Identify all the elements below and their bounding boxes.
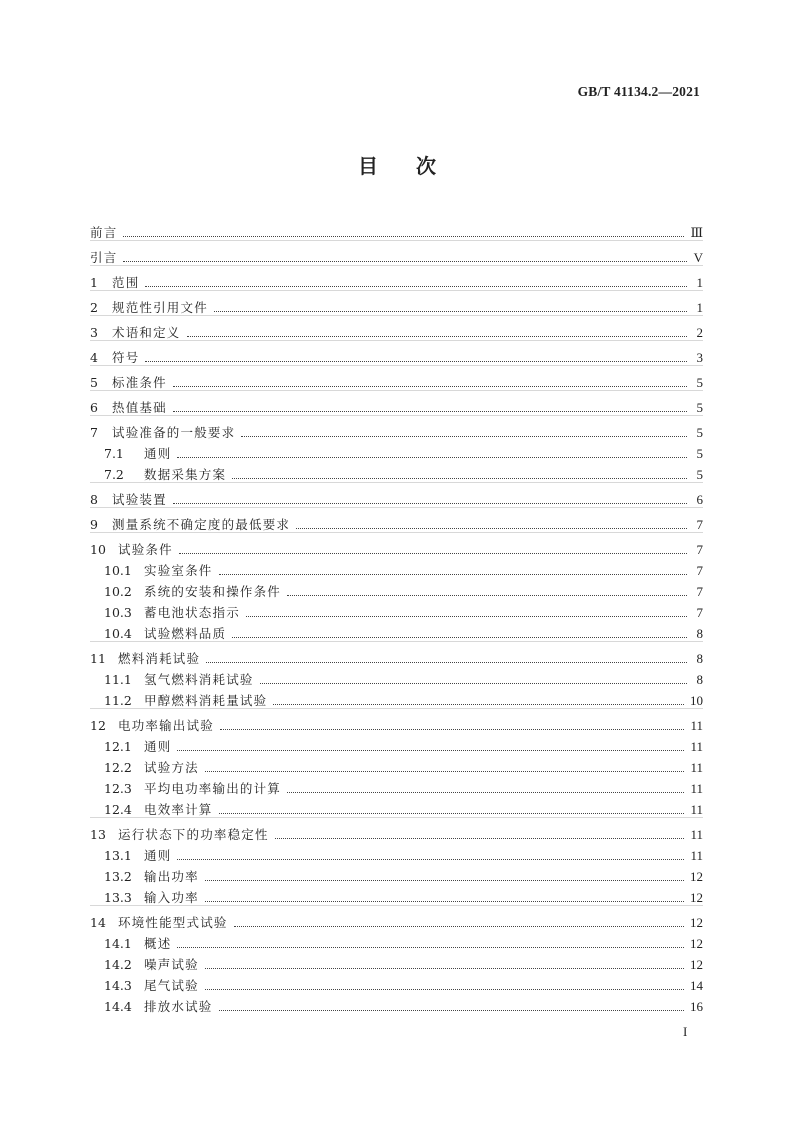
toc-entry-page: 11 [690,827,703,842]
toc-dot-leader [206,661,687,663]
toc-entry-label: 电功率输出试验 [118,718,214,733]
toc-entry-number: 7.2 [104,467,124,482]
toc-dot-leader [177,456,687,458]
table-of-contents [90,216,703,1014]
toc-entry-label: 环境性能型式试验 [118,915,228,930]
toc-entry[interactable] [90,930,703,951]
toc-entry-number: 14.4 [104,999,132,1014]
toc-entry-label: 术语和定义 [112,325,181,340]
toc-entry-number: 10 [90,542,106,557]
toc-entry-number: 13.2 [104,869,132,884]
toc-entry-page: 6 [696,492,703,507]
toc-dot-leader [205,967,684,969]
toc-entry-label: 热值基础 [112,400,167,415]
toc-entry-page: 7 [696,542,703,557]
toc-entry-number: 8 [90,492,98,507]
toc-entry-page: 7 [696,563,703,578]
toc-entry[interactable] [90,533,703,557]
toc-entry-page: 8 [696,626,703,641]
toc-entry-page: 12 [690,936,703,951]
toc-entry-page: 10 [690,693,703,708]
toc-entry-page: 5 [696,425,703,440]
toc-entry[interactable] [90,818,703,842]
toc-entry-label: 试验装置 [112,492,167,507]
toc-dot-leader [296,527,687,529]
toc-entry-number: 12.3 [104,781,132,796]
toc-entry-label: 通则 [144,739,172,754]
toc-entry-page: 5 [696,375,703,390]
toc-entry-number: 2 [90,300,98,315]
toc-entry-page: 1 [696,275,703,290]
toc-dot-leader [214,310,687,312]
toc-entry-number: 3 [90,325,98,340]
toc-entry-label: 平均电功率输出的计算 [144,781,282,796]
toc-dot-leader [275,837,685,839]
page-title [0,150,794,179]
toc-entry[interactable] [90,578,703,599]
toc-entry-number: 13.3 [104,890,132,905]
toc-entry-number: 10.1 [104,563,132,578]
toc-entry-number: 6 [90,400,98,415]
toc-dot-leader [287,594,687,596]
toc-entry-number: 7.1 [104,446,124,461]
toc-entry[interactable] [90,291,703,315]
toc-entry-page: 5 [696,400,703,415]
toc-dot-leader [260,682,687,684]
toc-entry-label: 电效率计算 [144,802,213,817]
toc-entry-label: 输入功率 [144,890,199,905]
toc-entry[interactable] [90,709,703,733]
toc-dot-leader [287,791,684,793]
toc-entry-label: 引言 [90,250,118,265]
toc-dot-leader [232,636,687,638]
toc-dot-leader [177,946,684,948]
toc-entry-number: 14 [90,915,106,930]
toc-entry-number: 11.1 [104,672,132,687]
toc-dot-leader [205,988,684,990]
toc-entry[interactable] [90,754,703,775]
toc-dot-leader [205,770,685,772]
toc-entry[interactable] [90,216,703,240]
toc-entry-page: 14 [690,978,703,993]
toc-entry[interactable] [90,241,703,265]
toc-entry-label: 前言 [90,225,118,240]
toc-entry-number: 1 [90,275,98,290]
toc-dot-leader [173,502,687,504]
toc-entry-page: 11 [690,848,703,863]
title-part-1: 目 [358,154,378,178]
toc-dot-leader [219,812,685,814]
toc-entry[interactable] [90,508,703,532]
toc-entry-label: 概述 [144,936,172,951]
toc-entry-number: 10.2 [104,584,132,599]
toc-entry[interactable] [90,733,703,754]
toc-entry-label: 甲醇燃料消耗量试验 [144,693,268,708]
toc-entry-number: 14.2 [104,957,132,972]
toc-dot-leader [145,360,687,362]
toc-dot-leader [123,235,684,237]
toc-entry[interactable] [90,906,703,930]
toc-dot-leader [273,703,684,705]
toc-entry[interactable] [90,666,703,687]
toc-entry[interactable] [90,416,703,440]
toc-dot-leader [187,335,687,337]
toc-entry-label: 实验室条件 [144,563,213,578]
toc-entry[interactable] [90,951,703,972]
toc-entry-page: V [693,250,703,265]
toc-entry-page: Ⅲ [690,225,703,240]
toc-entry-page: 12 [690,869,703,884]
toc-entry-label: 规范性引用文件 [112,300,208,315]
toc-entry-number: 11.2 [104,693,132,708]
toc-dot-leader [173,410,687,412]
toc-entry[interactable] [90,863,703,884]
toc-dot-leader [205,900,684,902]
toc-entry-page: 7 [696,584,703,599]
toc-entry-label: 数据采集方案 [144,467,227,482]
toc-dot-leader [123,260,687,262]
toc-entry-number: 11 [90,651,106,666]
toc-entry-number: 12.2 [104,760,132,775]
toc-entry-page: 16 [690,999,703,1014]
toc-entry-page: 5 [696,446,703,461]
toc-entry-label: 符号 [112,350,140,365]
toc-dot-leader [219,573,687,575]
toc-entry-label: 输出功率 [144,869,199,884]
standard-code: GB/T 41134.2—2021 [577,84,700,99]
toc-entry-label: 试验条件 [118,542,173,557]
toc-entry[interactable] [90,972,703,993]
toc-entry[interactable] [90,599,703,620]
toc-entry-page: 7 [696,605,703,620]
toc-entry[interactable] [90,993,703,1014]
toc-entry[interactable] [90,461,703,482]
toc-entry-page: 11 [690,802,703,817]
toc-entry-page: 1 [696,300,703,315]
toc-entry-label: 标准条件 [112,375,167,390]
toc-entry-label: 氢气燃料消耗试验 [144,672,254,687]
toc-entry[interactable] [90,642,703,666]
toc-entry-number: 14.1 [104,936,132,951]
toc-entry-number: 10.3 [104,605,132,620]
toc-dot-leader [219,1009,684,1011]
toc-entry[interactable] [90,266,703,290]
toc-entry-number: 9 [90,517,98,532]
toc-entry-label: 通则 [144,848,172,863]
toc-entry[interactable] [90,796,703,817]
toc-dot-leader [220,728,685,730]
toc-entry[interactable] [90,620,703,641]
toc-entry[interactable] [90,483,703,507]
toc-entry-page: 11 [690,760,703,775]
toc-entry[interactable] [90,842,703,863]
toc-entry[interactable] [90,557,703,578]
toc-entry-label: 尾气试验 [144,978,199,993]
toc-entry-page: 3 [696,350,703,365]
toc-entry-page: 7 [696,517,703,532]
toc-entry[interactable] [90,366,703,390]
toc-entry-number: 13.1 [104,848,132,863]
toc-entry[interactable] [90,687,703,708]
toc-entry-label: 蓄电池状态指示 [144,605,240,620]
toc-entry-number: 4 [90,350,98,365]
toc-entry[interactable] [90,440,703,461]
toc-entry-label: 范围 [112,275,140,290]
toc-dot-leader [145,285,687,287]
toc-entry-label: 运行状态下的功率稳定性 [118,827,269,842]
toc-entry-page: 11 [690,781,703,796]
toc-entry-page: 8 [696,651,703,666]
toc-dot-leader [241,435,687,437]
toc-entry-label: 通则 [144,446,172,461]
toc-entry-page: 5 [696,467,703,482]
toc-entry-page: 11 [690,718,703,733]
toc-entry-number: 12 [90,718,106,733]
toc-entry-number: 7 [90,425,98,440]
toc-dot-leader [179,552,687,554]
page-number: I [683,1024,688,1039]
toc-entry[interactable] [90,391,703,415]
toc-entry-number: 5 [90,375,98,390]
toc-entry-label: 试验燃料品质 [144,626,227,641]
toc-entry-page: 12 [690,915,703,930]
toc-dot-leader [234,925,684,927]
toc-entry-label: 噪声试验 [144,957,199,972]
toc-entry-label: 系统的安装和操作条件 [144,584,282,599]
toc-dot-leader [177,858,684,860]
toc-entry-page: 12 [690,890,703,905]
toc-entry-label: 燃料消耗试验 [118,651,201,666]
toc-entry-label: 排放水试验 [144,999,213,1014]
toc-entry[interactable] [90,316,703,340]
toc-entry-number: 10.4 [104,626,132,641]
toc-entry[interactable] [90,341,703,365]
toc-dot-leader [205,879,684,881]
toc-dot-leader [173,385,687,387]
toc-dot-leader [232,477,687,479]
toc-entry-page: 2 [696,325,703,340]
toc-entry[interactable] [90,884,703,905]
title-part-2: 次 [416,154,436,178]
toc-entry-number: 13 [90,827,106,842]
toc-entry-number: 12.4 [104,802,132,817]
toc-entry-number: 12.1 [104,739,132,754]
toc-entry-label: 试验方法 [144,760,199,775]
toc-entry-page: 11 [690,739,703,754]
toc-entry-number: 14.3 [104,978,132,993]
toc-entry-page: 12 [690,957,703,972]
toc-entry-page: 8 [696,672,703,687]
toc-entry-label: 测量系统不确定度的最低要求 [112,517,291,532]
toc-entry-label: 试验准备的一般要求 [112,425,236,440]
toc-dot-leader [246,615,687,617]
toc-dot-leader [177,749,684,751]
toc-entry[interactable] [90,775,703,796]
